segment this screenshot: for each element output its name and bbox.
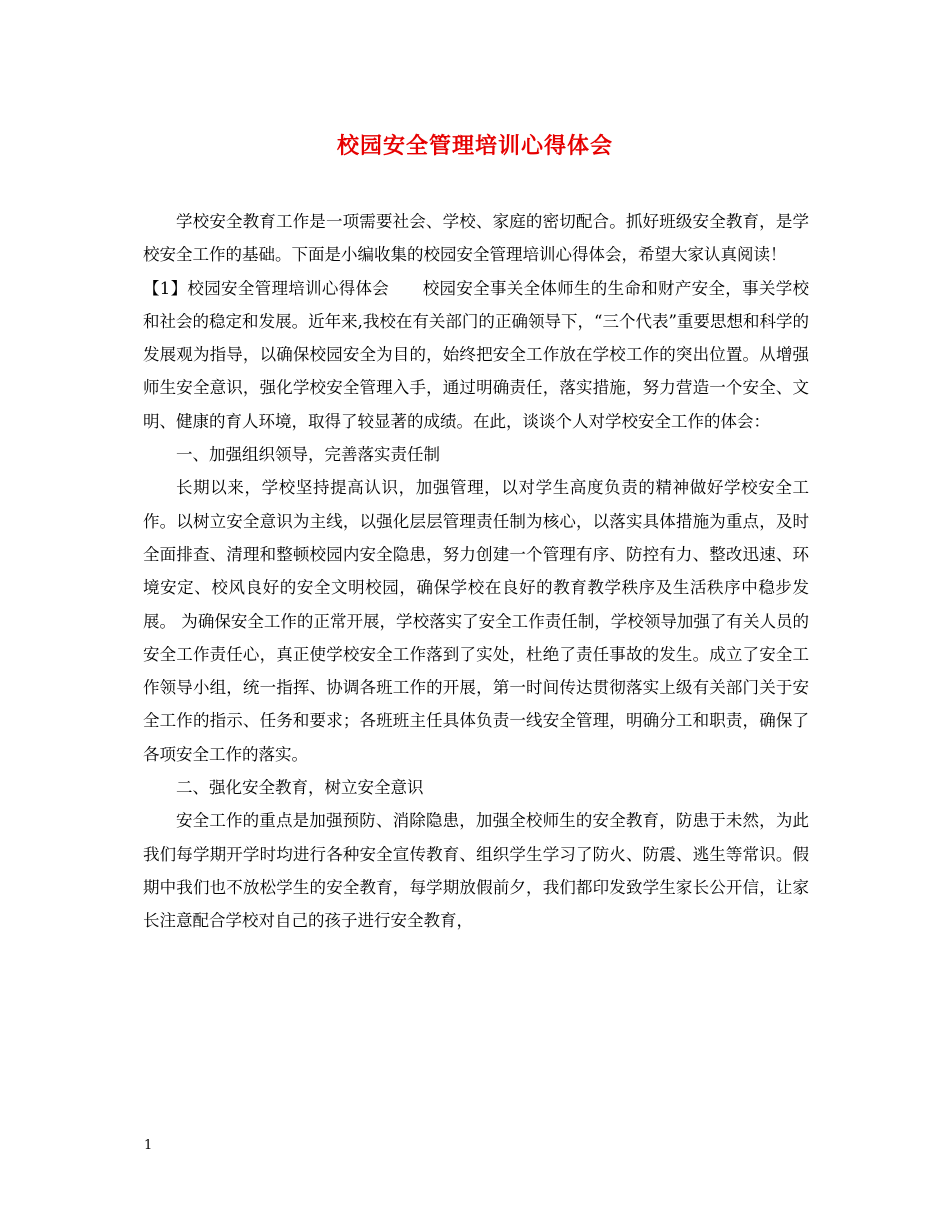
document-title: 校园安全管理培训心得体会 [336, 133, 613, 159]
paragraph-2: 安全工作的重点是加强预防、消除隐患，加强全校师生的安全教育，防患于未然，为此我们每学期开学时均进行各种安全宣传教育、组织学生学习了防火、防震、逃生等常识。假期中我们也不放松学生的安全教育，每学期放假前夕，我们都印发致学生家长公开信，让家长注意配合学校对自己的孩子进行安全教育， [143, 811, 809, 931]
section-1-paragraph: 【1】校园安全管理培训心得体会 校园安全事关全体师生的生命和财产安全，事关学校和社会的稳定和发展。近年来,我校在有关部门的正确领导下，“三个代表”重要思想和科学的发展观为指导，以确保校园安全为目的，始终把安全工作放在学校工作的突出位置。从增强师生安全意识，强化学校安全管理入手，通过明确责任，落实措施，努力营造一个安全、文明、健康的育人环境，取得了较显著的成绩。在此，谈谈个人对学校安全工作的体会： [143, 278, 809, 431]
heading-1: 一、加强组织领导，完善落实责任制 [176, 445, 440, 465]
document-body [143, 205, 809, 938]
paragraph-1: 长期以来，学校坚持提高认识，加强管理，以对学生高度负责的精神做好学校安全工作。以树立安全意识为主线，以强化层层管理责任制为核心，以落实具体措施为重点，及时全面排查、清理和整顿校园内安全隐患，努力创建一个管理有序、防控有力、整改迅速、环境安定、校风良好的安全文明校园，确保学校在良好的教育教学秩序及生活秩序中稳步发展。 为确保安全工作的正常开展，学校落实了安全工作责任制，学校领导加强了有关人员的安全工作责任心，真正使学校安全工作落到了实处，杜绝了责任事故的发生。成立了安全工作领导小组，统一指挥、协调各班工作的开展，第一时间传达贯彻落实上级有关部门关于安全工作的指示、任务和要求；各班班主任具体负责一线安全管理，明确分工和职责，确保了各项安全工作的落实。 [143, 478, 809, 764]
intro-paragraph: 学校安全教育工作是一项需要社会、学校、家庭的密切配合。抓好班级安全教育，是学校安全工作的基础。下面是小编收集的校园安全管理培训心得体会，希望大家认真阅读！ [143, 212, 809, 265]
page-number: 1 [144, 1138, 153, 1153]
heading-2: 二、强化安全教育，树立安全意识 [176, 778, 424, 798]
